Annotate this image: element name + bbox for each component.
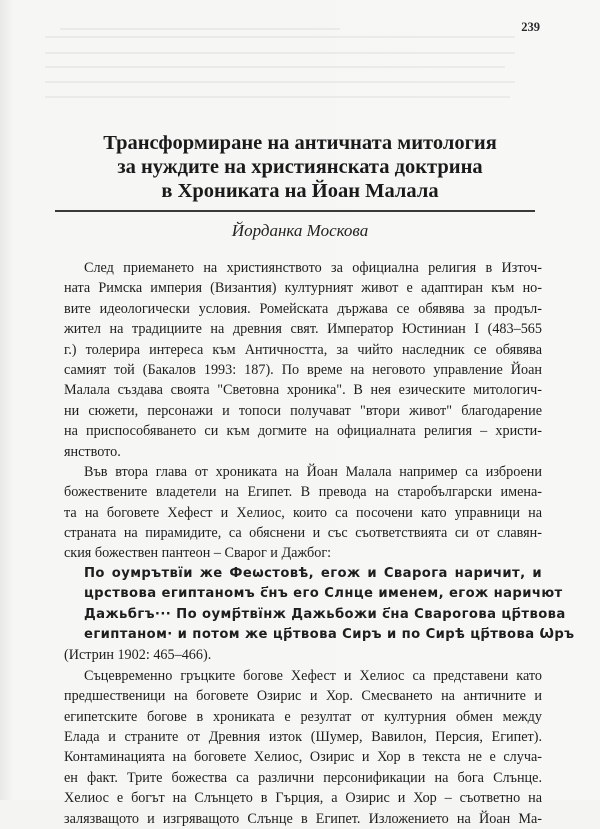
text-line: Контаминацията на боговете Хелиос, Озирис и Хор в текста не е случа- [64,749,542,766]
text-line: предшественици на боговете Озирис и Хор. Смесването на античните и [64,688,542,705]
text-line: египетските богове в хрониката е резултат от културния обмен между [64,708,542,725]
page-number: 239 [521,20,540,34]
text-line: вите идеологически условия. Ромейската държава се обявява за продъл- [64,300,542,317]
show-through-line [45,36,515,38]
title-line: за нуждите на християнската доктрина [117,156,483,178]
text-line: ни сюжети, персонажи и топоси получават "втори живот" благодарение [64,402,542,419]
show-through-line [45,66,505,68]
text-line: ския божествен пантеон – Сварог и Дажбог: [64,545,332,562]
show-through-line [60,28,340,30]
article-title [60,131,540,203]
text-line: След приемането на християнството за официална религия в Източ- [84,260,542,276]
text-line: г.) толерира интереса към Античността, за чийто наследник се обявява [64,341,542,358]
title-divider [55,210,535,212]
text-line: Хелиос е богът на Слънцето в Гърция, а Озирис и Хор – съответно на [64,790,542,807]
text-line: на приспособяването си към догмите на официалната религия – христи- [64,423,542,440]
old-slavonic-quotation [64,564,575,666]
quote-line: По оумрътвїи же Феωстовѣ, егож и Сварога наричит, и [84,565,542,581]
text-line: Малала създава своята "Световна хроника". В нея езическите митологич- [64,382,542,399]
text-line: залязващото и изгряващото Слънце в Египет. Изложението на Йоан Ма- [64,810,542,827]
quote-line: египтаном· и потом же цр҃твова Сиръ и по Сирѣ цр҃твова Ѡръ [84,627,575,643]
article-body [64,258,575,829]
text-line: Във втора глава от хрониката на Йоан Малала например са изброени [84,463,542,480]
title-line: Трансформиране на античната митология [103,132,497,154]
text-line: Елада и страните от Древния изток (Шумер, Вавилон, Персия, Египет). [64,728,542,745]
quote-line: Дажьбгъ··· По оумр҃твїнж Дажьбожи с҃на Сварогова цр҃твова [84,606,566,622]
article-author: Йорданка Москова [231,221,369,240]
show-through-line [45,52,515,54]
text-line: божествените владетели на Египет. В превода на старобългарски имена- [64,484,542,501]
paragraph [64,462,542,564]
citation: (Истрин 1902: 465–466). [64,647,212,664]
text-line: самият той (Бакалов 1993: 187). По време на неговото управление Йоан [64,361,542,378]
show-through-line [45,81,515,83]
text-line: жител на традициите на древния свят. Император Юстиниан I (483–565 [64,321,542,338]
text-line: страната на пирамидите, са обяснени и със съответствията си от славян- [64,525,542,542]
text-line: Съцевременно гръцките богове Хефест и Хелиос са представени като [84,667,542,684]
text-line: ен факт. Трите божества са различни персонификации на бога Слънце. [64,769,542,786]
paragraph [64,666,542,829]
text-line: та на боговете Хефест и Хелиос, които са посочени като управници на [64,504,542,521]
paragraph [64,258,542,462]
title-line: в Хрониката на Йоан Малала [161,180,439,202]
text-line: янството. [64,443,121,460]
text-line: ната Римска империя (Византия) културният живот е адаптиран към но- [64,280,542,297]
quote-line: црствова египтаномъ с҃нъ его Слнце именем, егож наричют [84,586,563,602]
show-through-line [45,96,510,98]
